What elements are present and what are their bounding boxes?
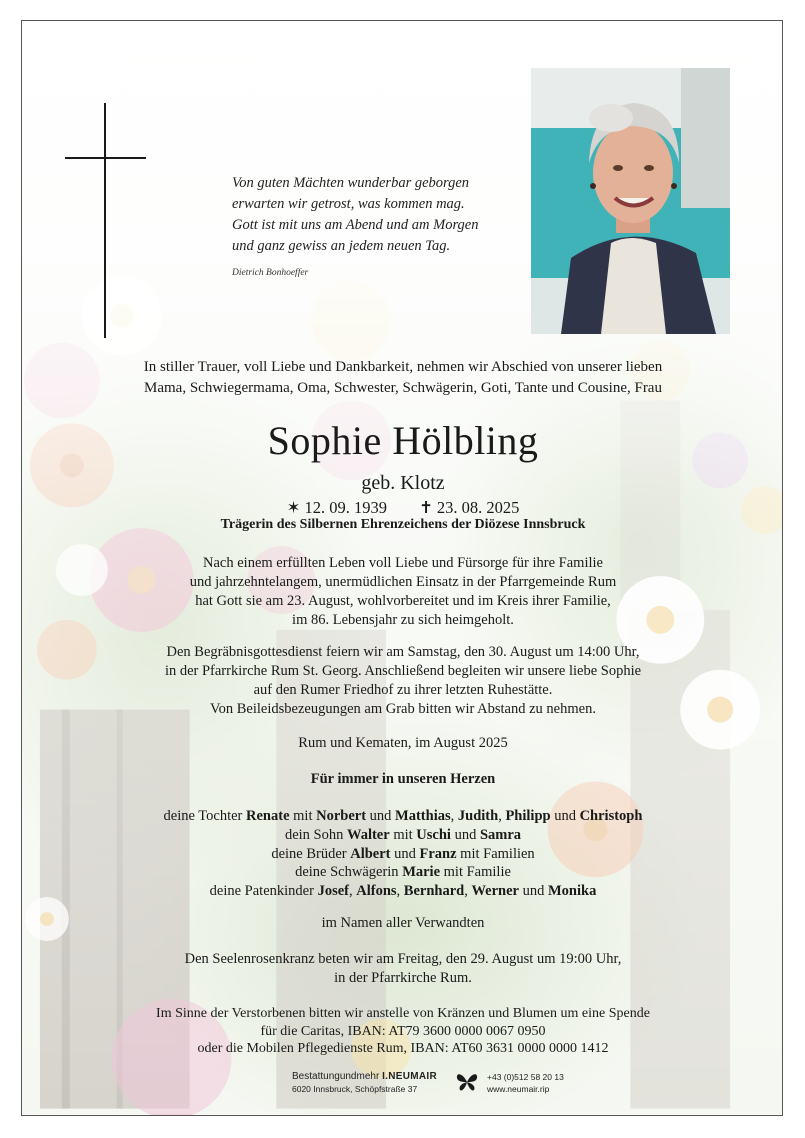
death-date: ✝ 23. 08. 2025 [419, 498, 520, 517]
family-line-daughter: deine Tochter Renate mit Norbert und Matthias, Judith, Philipp und Christoph [163, 808, 643, 824]
family-line-sister-in-law: deine Schwägerin Marie mit Familie [295, 864, 511, 881]
cross-icon-bar [65, 157, 146, 159]
honor-line: Trägerin des Silbernen Ehrenzeichens der Diözese Innsbruck [220, 517, 586, 532]
poem-line: Von guten Mächten wunderbar geborgen [232, 175, 470, 191]
intro-line: Mama, Schwiegermama, Oma, Schwester, Schwägerin, Goti, Tante und Cousine, Frau [144, 380, 662, 396]
poem-author: Dietrich Bonhoeffer [232, 268, 309, 278]
deceased-name: Sophie Hölbling [267, 418, 539, 463]
poem-line: erwarten wir getrost, was kommen mag. [232, 196, 465, 212]
paragraph-line: und jahrzehntelangem, unermüdlichen Einsatz in der Pfarrgemeinde Rum [189, 574, 617, 590]
undertaker-address [292, 1071, 437, 1095]
undertaker-footer [22, 1067, 783, 1097]
poem-line: und ganz gewiss an jedem neuen Tag. [232, 238, 451, 254]
donation-line: Im Sinne der Verstorbenen bitten wir anstelle von Kränzen und Blumen um eine Spende [156, 1006, 650, 1021]
family-line-brothers: deine Brüder Albert und Franz mit Familien [271, 845, 535, 862]
birth-date: ✶ 12. 09. 1939 [286, 498, 387, 517]
family-line-son: dein Sohn Walter mit Uschi und Samra [284, 826, 522, 843]
paragraph-line: Den Begräbnisgottesdienst feiern wir am Samstag, den 30. August um 14:00 Uhr, [166, 644, 640, 660]
star-icon: ✶ [286, 498, 301, 517]
donation-line: für die Caritas, IBAN: AT79 3600 0000 0067 0950 [260, 1023, 546, 1039]
paragraph-line: in der Pfarrkirche Rum St. Georg. Anschließend begleiten wir unsere liebe Sophie [164, 663, 642, 679]
cross-small-icon: ✝ [419, 498, 433, 517]
butterfly-icon [455, 1071, 479, 1093]
paragraph-line: Von Beileidsbezeugungen am Grab bitten wir Abstand zu nehmen. [210, 701, 596, 717]
website-link[interactable]: www.neumair.rip [487, 1084, 550, 1094]
family-line-godchildren: deine Patenkinder Josef, Alfons, Bernhard, Werner und Monika [209, 883, 597, 900]
obituary-card [21, 20, 783, 1116]
portrait-photo [531, 68, 730, 334]
paragraph-line: Nach einem erfüllten Leben voll Liebe und Fürsorge für ihre Familie [203, 555, 603, 571]
family-list [22, 807, 783, 901]
life-dates [22, 498, 783, 518]
cross-icon [104, 103, 106, 338]
undertaker-contact [487, 1071, 564, 1095]
donation-line: oder die Mobilen Pflegedienste Rum, IBAN: AT60 3631 0000 0000 1412 [197, 1041, 609, 1056]
life-paragraph [22, 554, 783, 630]
paragraph-line: auf den Rumer Friedhof zu ihrer letzten Ruhestätte. [253, 682, 553, 698]
undertaker-logo: Bestattungundmehr I.NEUMAIR [292, 1071, 437, 1082]
poem-line: Gott ist mit uns am Abend und am Morgen [232, 217, 479, 233]
rosary-info [22, 950, 783, 988]
intro-line: In stiller Trauer, voll Liebe und Dankbarkeit, nehmen wir Abschied von unserer lieben [143, 359, 663, 375]
rosary-line: in der Pfarrkirche Rum. [334, 970, 472, 986]
paragraph-line: hat Gott sie am 23. August, wohlvorbereitet und im Kreis ihrer Familie, [195, 593, 611, 609]
intro-text [22, 357, 783, 399]
phone-number[interactable]: +43 (0)512 58 20 13 [487, 1072, 564, 1082]
address-line: 6020 Innsbruck, Schöpfstraße 37 [292, 1084, 418, 1094]
donation-info [22, 1005, 783, 1058]
paragraph-line: im 86. Lebensjahr zu sich heimgeholt. [292, 612, 514, 628]
names-all-relatives: im Namen aller Verwandten [321, 915, 485, 931]
birth-name: geb. Klotz [361, 472, 445, 494]
rosary-line: Den Seelenrosenkranz beten wir am Freitag, den 29. August um 19:00 Uhr, [184, 951, 622, 967]
place-date: Rum und Kematen, im August 2025 [298, 735, 508, 751]
motto: Für immer in unseren Herzen [310, 771, 496, 787]
poem [232, 173, 522, 257]
funeral-paragraph [22, 643, 783, 719]
